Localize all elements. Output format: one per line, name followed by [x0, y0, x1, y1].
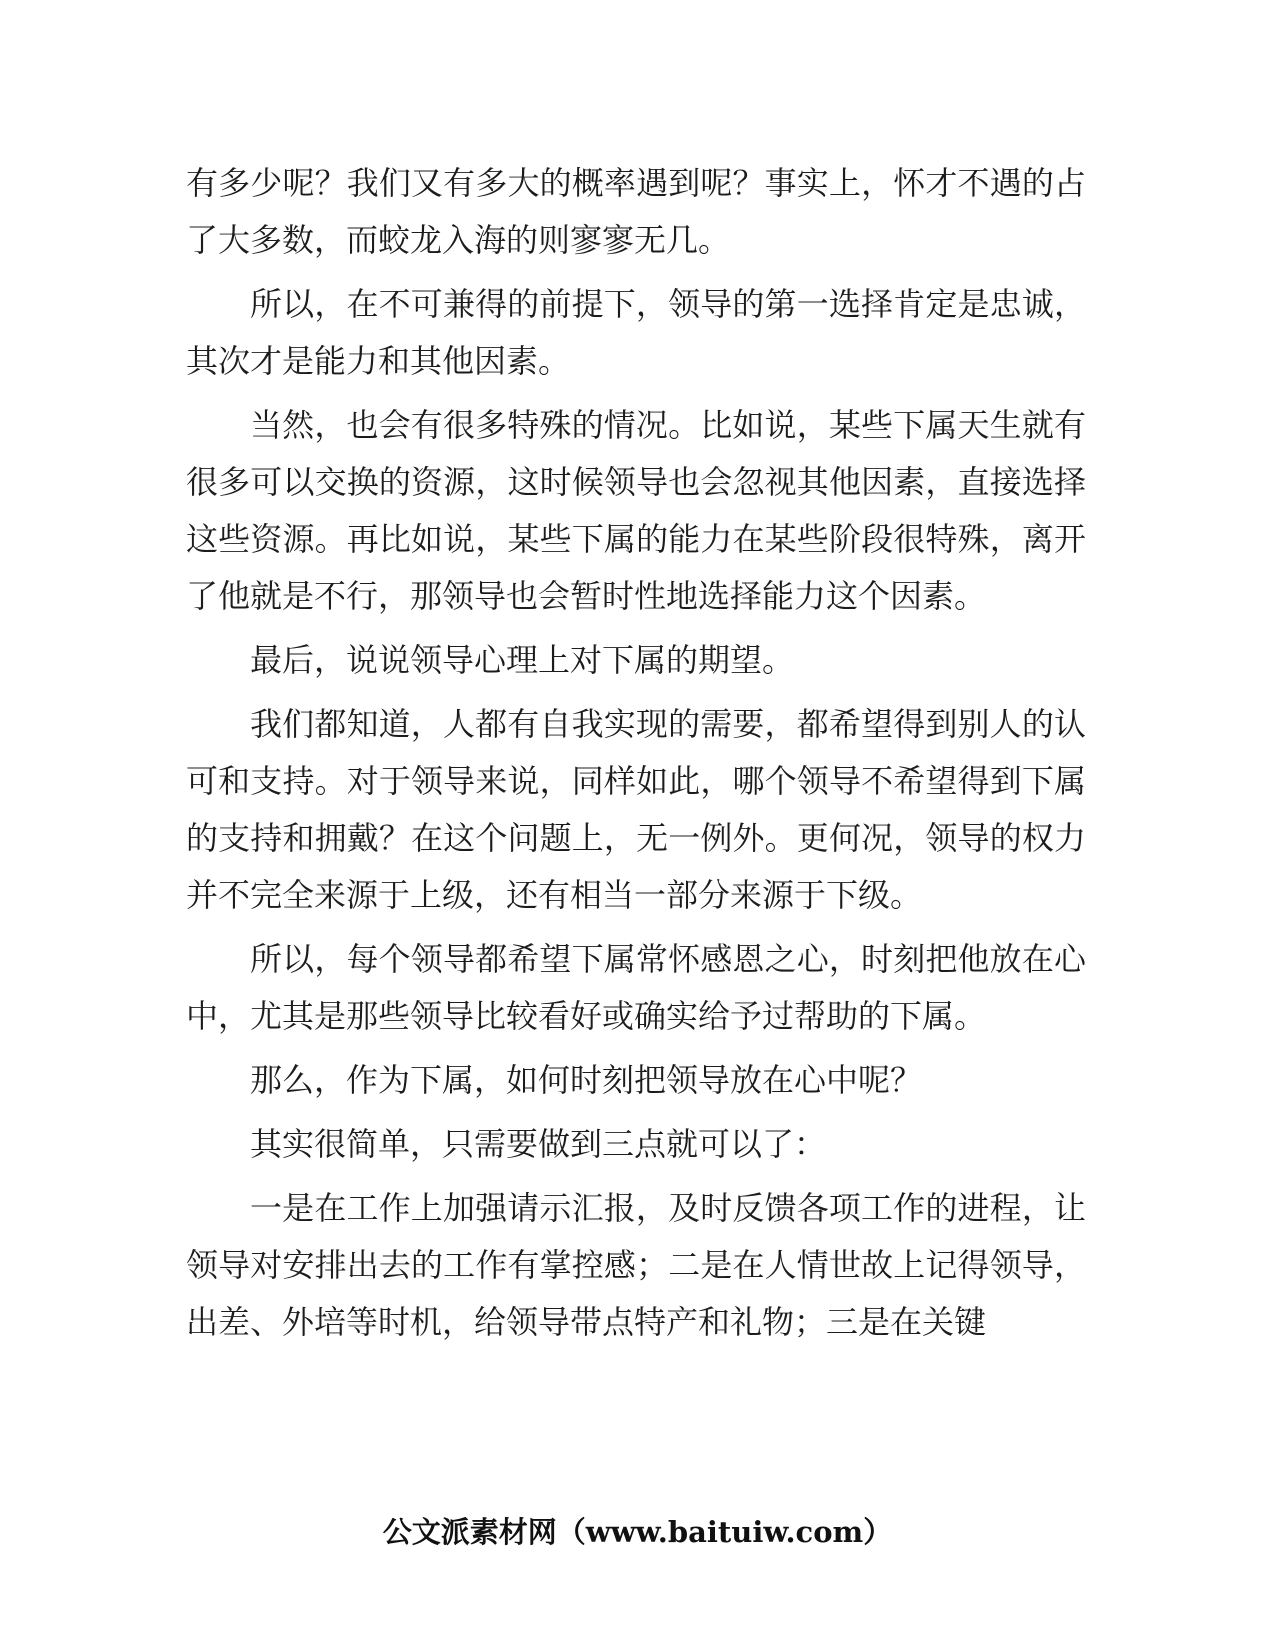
paragraph-8: 其实很简单，只需要做到三点就可以了：	[250, 1125, 827, 1163]
paragraph-3: 当然，也会有很多特殊的情况。比如说，某些下属天生就有很多可以交换的资源，这时候领导也会忽视其他因素，直接选择这些资源。再比如说，某些下属的能力在某些阶段很特殊，离开了他就是不行，那领导也会暂时性地选择能力这个因素。	[186, 406, 1086, 615]
paragraph-2: 所以，在不可兼得的前提下，领导的第一选择肯定是忠诚，其次才是能力和其他因素。	[186, 285, 1086, 380]
paragraph-9: 一是在工作上加强请示汇报，及时反馈各项工作的进程，让领导对安排出去的工作有掌控感；二是在人情世故上记得领导，出差、外培等时机，给领导带点特产和礼物；三是在关键	[186, 1189, 1086, 1341]
paragraph-5: 我们都知道，人都有自我实现的需要，都希望得到别人的认可和支持。对于领导来说，同样如此，哪个领导不希望得到下属的支持和拥戴？在这个问题上，无一例外。更何况，领导的权力并不完全来源于上级，还有相当一部分来源于下级。	[186, 705, 1086, 914]
paragraph-7: 那么，作为下属，如何时刻把领导放在心中呢？	[250, 1061, 923, 1099]
paragraph-1: 有多少呢？我们又有多大的概率遇到呢？事实上，怀才不遇的占了大多数，而蛟龙入海的则寥寥无几。	[186, 164, 1086, 259]
paragraph-6: 所以，每个领导都希望下属常怀感恩之心，时刻把他放在心中，尤其是那些领导比较看好或确实给予过帮助的下属。	[186, 940, 1086, 1035]
page-footer-watermark: 公文派素材网（www.baituiw.com）	[382, 1515, 893, 1549]
paragraph-4: 最后，说说领导心理上对下属的期望。	[250, 641, 795, 679]
document-body	[186, 155, 1086, 1358]
